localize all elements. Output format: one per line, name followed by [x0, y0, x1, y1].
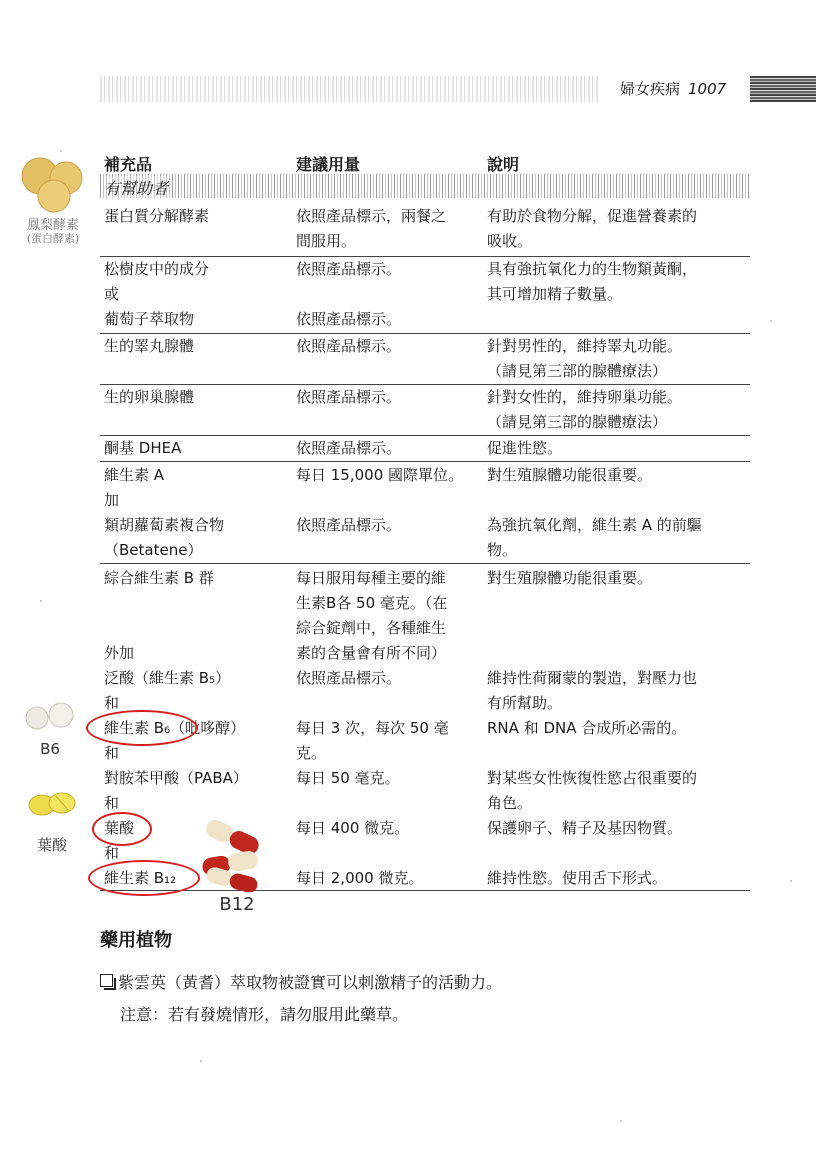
cell-description: （請見第三部的腺體療法） — [487, 362, 668, 380]
cell-dosage: 每日 50 毫克。 — [296, 769, 400, 787]
cell-dosage: 每日 3 次，每次 50 毫 — [296, 719, 449, 737]
cell-supplement: 或 — [104, 285, 120, 303]
speck — [60, 150, 62, 152]
cell-dosage: 依照產品標示，兩餐之 — [296, 207, 447, 225]
highlight-oval-b6 — [86, 710, 198, 746]
cell-supplement: 和 — [104, 694, 120, 712]
herbs-section-title: 藥用植物 — [100, 930, 172, 951]
cell-supplement: 泛酸（維生素 B₅） — [104, 669, 231, 687]
header-dosage: 建議用量 — [296, 155, 361, 174]
cell-description: 促進性慾。 — [487, 439, 563, 457]
cell-supplement: 維生素 B₁₂ — [104, 869, 177, 887]
cell-description: 維持性慾。使用舌下形式。 — [487, 869, 668, 887]
section-label: 有幫助者 — [104, 176, 168, 199]
row-rule — [100, 461, 750, 462]
row-rule — [100, 435, 750, 436]
highlight-oval-b12 — [88, 860, 200, 896]
cell-description: 針對女性的，維持卵巢功能。 — [487, 388, 683, 406]
cell-supplement: 松樹皮中的成分 — [104, 260, 210, 278]
cell-dosage: 依照產品標示。 — [296, 669, 402, 687]
b12-caption: B12 — [219, 894, 255, 915]
cell-supplement: 外加 — [104, 644, 135, 662]
cell-dosage: 素的含量會有所不同） — [296, 644, 447, 662]
cell-supplement: 葉酸 — [104, 819, 135, 837]
cell-description: 角色。 — [487, 794, 533, 812]
cell-dosage: 依照產品標示。 — [296, 516, 402, 534]
cell-dosage: 克。 — [296, 744, 327, 762]
cell-dosage: 間服用。 — [296, 232, 357, 250]
cell-dosage: 生素B各 50 毫克。（在 — [296, 594, 448, 612]
enzyme-sub-caption: (蛋白酵素) — [26, 232, 80, 245]
cell-dosage: 依照產品標示。 — [296, 439, 402, 457]
header-block — [750, 76, 816, 102]
cell-description: 對生殖腺體功能很重要。 — [487, 466, 653, 484]
cell-description: 物。 — [487, 541, 518, 559]
speck — [620, 1120, 622, 1122]
enzyme-tablets-image — [18, 154, 86, 214]
running-head — [620, 78, 726, 99]
cell-supplement: 維生素 B₆（吡哆醇） — [104, 719, 246, 737]
cell-dosage: 綜合錠劑中，各種維生 — [296, 619, 447, 637]
cell-supplement: 綜合維生素 B 群 — [104, 569, 214, 587]
speck — [200, 1060, 202, 1062]
enzyme-caption: 鳳梨酵素 — [26, 218, 79, 233]
cell-dosage: 依照產品標示。 — [296, 388, 402, 406]
cell-description: 為強抗氧化劑，維生素 A 的前驅 — [487, 516, 702, 534]
cell-description: 有助於食物分解，促進營養素的 — [487, 207, 698, 225]
row-rule — [100, 563, 750, 564]
cell-supplement: 對胺苯甲酸（PABA） — [104, 769, 248, 787]
cell-supplement: 和 — [104, 794, 120, 812]
herb-item: 紫雲英（黃耆）萃取物被證實可以刺激精子的活動力。 — [118, 973, 503, 992]
header-description: 說明 — [487, 155, 520, 174]
cell-dosage: 每日 400 微克。 — [296, 819, 410, 837]
cell-supplement: 生的睪丸腺體 — [104, 337, 195, 355]
page-number: 1007 — [688, 80, 727, 98]
cell-supplement: 和 — [104, 744, 120, 762]
cell-supplement: 酮基 DHEA — [104, 439, 182, 457]
cell-supplement: 類胡蘿蔔素複合物 — [104, 516, 225, 534]
cell-supplement: 生的卵巢腺體 — [104, 388, 195, 406]
cell-supplement: 和 — [104, 844, 120, 862]
header-supplement: 補充品 — [104, 155, 153, 174]
b12-capsules-image — [196, 818, 268, 892]
header-noise — [100, 76, 600, 102]
cell-description: 吸收。 — [487, 232, 533, 250]
cell-supplement: 加 — [104, 491, 120, 509]
cell-supplement: 葡萄子萃取物 — [104, 310, 195, 328]
cell-description: 有所幫助。 — [487, 694, 563, 712]
cell-dosage: 每日 15,000 國際單位。 — [296, 466, 464, 484]
cell-description: 其可增加精子數量。 — [487, 285, 623, 303]
speck — [770, 320, 772, 322]
cell-dosage: 依照產品標示。 — [296, 337, 402, 355]
b6-caption: B6 — [40, 740, 60, 758]
cell-dosage: 依照產品標示。 — [296, 310, 402, 328]
herb-note: 注意：若有發燒情形，請勿服用此藥草。 — [120, 1005, 409, 1024]
folic-acid-tablets-image — [26, 790, 78, 820]
cell-supplement: （Betatene） — [104, 541, 203, 559]
b6-tablets-image — [22, 702, 78, 732]
cell-description: 針對男性的，維持睪丸功能。 — [487, 337, 683, 355]
cell-description: （請見第三部的腺體療法） — [487, 413, 668, 431]
cell-description: 對某些女性恢復性慾占很重要的 — [487, 769, 698, 787]
cell-description: 對生殖腺體功能很重要。 — [487, 569, 653, 587]
section-band — [100, 174, 750, 198]
cell-description: RNA 和 DNA 合成所必需的。 — [487, 719, 687, 737]
cell-dosage: 依照產品標示。 — [296, 260, 402, 278]
cell-description: 保護卵子、精子及基因物質。 — [487, 819, 683, 837]
cell-supplement: 維生素 A — [104, 466, 165, 484]
speck — [790, 880, 792, 882]
speck — [40, 600, 42, 602]
running-head-title: 婦女疾病 — [620, 80, 681, 98]
cell-dosage: 每日 2,000 微克。 — [296, 869, 424, 887]
folic-acid-caption: 葉酸 — [36, 836, 67, 854]
cell-supplement: 蛋白質分解酵素 — [104, 207, 210, 225]
highlight-oval-folic — [92, 812, 152, 846]
checkbox-icon — [100, 974, 113, 987]
cell-description: 具有強抗氧化力的生物類黃酮， — [487, 260, 698, 278]
cell-description: 維持性荷爾蒙的製造，對壓力也 — [487, 669, 698, 687]
cell-dosage: 每日服用每種主要的維 — [296, 569, 447, 587]
